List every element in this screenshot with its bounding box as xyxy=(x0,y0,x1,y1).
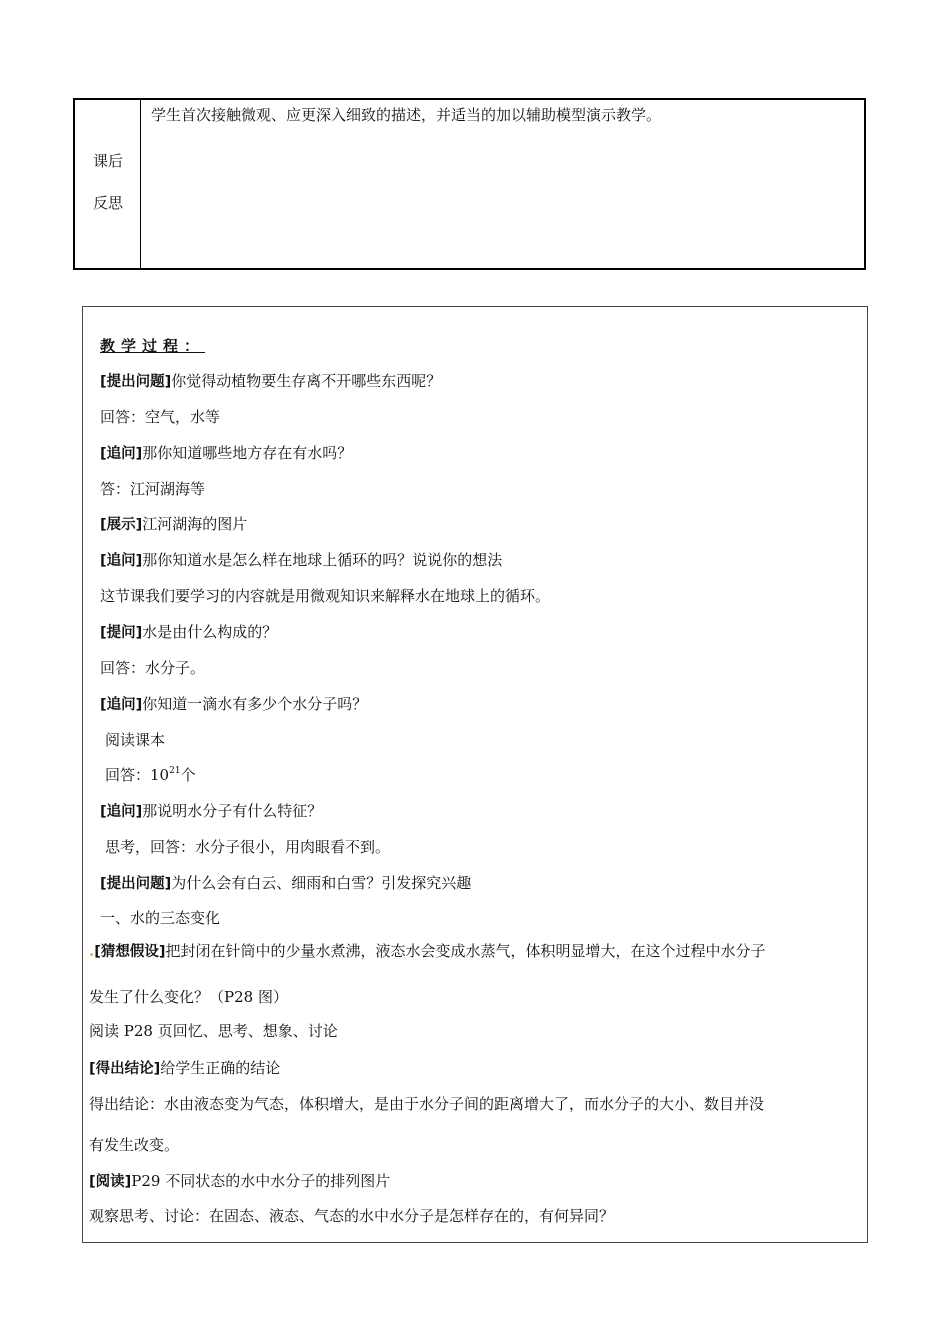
line-tag: [得出结论] xyxy=(89,1061,161,1077)
reflection-table xyxy=(73,98,866,270)
line-text: 阅读 P28 页回忆、思考、想象、讨论 xyxy=(89,1022,338,1040)
line-text: 得出结论：水由液态变为气态，体积增大，是由于水分子间的距离增大了，而水分子的大小、数目并没 xyxy=(89,1095,765,1113)
line-text: 这节课我们要学习的内容就是用微观知识来解释水在地球上的循环。 xyxy=(100,587,551,605)
process-line xyxy=(100,873,471,894)
process-line xyxy=(100,908,220,928)
line-text: 把封闭在针筒中的少量水煮沸，液态水会变成水蒸气，体积明显增大，在这个过程中水分子 xyxy=(165,942,766,960)
line-tag: [追问] xyxy=(100,553,143,569)
process-line xyxy=(100,586,550,606)
process-heading: 教学过程： xyxy=(100,337,206,355)
reflection-label-cell xyxy=(75,100,141,268)
line-text: 水是由什么构成的？ xyxy=(142,623,278,641)
line-text-after: 个 xyxy=(180,766,196,784)
line-text: 那你知道哪些地方存在有水吗？ xyxy=(142,444,353,462)
process-line xyxy=(100,443,352,464)
line-text: 给学生正确的结论 xyxy=(160,1059,281,1077)
process-line xyxy=(89,1135,179,1155)
process-line xyxy=(89,1206,614,1226)
process-line xyxy=(105,730,165,750)
line-text: 回答：10 xyxy=(105,766,170,784)
line-text: 回答：水分子。 xyxy=(100,659,206,677)
line-text: 发生了什么变化？（P28 图） xyxy=(89,988,288,1006)
process-line xyxy=(105,837,390,857)
process-line xyxy=(89,1094,764,1114)
line-tag: [提出问题] xyxy=(100,374,172,390)
bullet-mark-icon: . xyxy=(89,942,95,960)
line-text: 你觉得动植物要生存离不开哪些东西呢？ xyxy=(171,372,442,390)
process-line xyxy=(100,479,205,499)
line-tag: [猜想假设] xyxy=(94,944,166,960)
line-tag: [展示] xyxy=(100,517,143,533)
line-text: 观察思考、讨论：在固态、液态、气态的水中水分子是怎样存在的，有何异同？ xyxy=(89,1207,615,1225)
process-line xyxy=(89,941,766,962)
line-text: P29 不同状态的水中水分子的排列图片 xyxy=(131,1172,391,1190)
line-tag: [提出问题] xyxy=(100,876,172,892)
reflection-label-line2: 反思 xyxy=(92,194,123,212)
process-line xyxy=(100,658,205,678)
line-text: 回答：空气，水等 xyxy=(100,408,221,426)
process-line xyxy=(100,407,220,427)
line-text: 阅读课本 xyxy=(105,731,166,749)
line-text: 江河湖海的图片 xyxy=(142,515,248,533)
line-text: 一、水的三态变化 xyxy=(100,909,221,927)
process-line xyxy=(100,550,502,571)
line-text: 有发生改变。 xyxy=(89,1136,180,1154)
reflection-text: 学生首次接触微观、应更深入细致的描述，并适当的加以辅助模型演示教学。 xyxy=(151,106,662,124)
process-line xyxy=(89,987,288,1007)
process-line xyxy=(105,765,196,785)
process-line xyxy=(100,514,247,535)
line-tag: [追问] xyxy=(100,697,143,713)
process-line xyxy=(100,622,277,643)
line-text: 答：江河湖海等 xyxy=(100,480,206,498)
process-line xyxy=(100,801,322,822)
line-text: 你知道一滴水有多少个水分子吗？ xyxy=(142,695,368,713)
exponent: 21 xyxy=(169,766,181,776)
process-line xyxy=(89,1021,338,1041)
line-tag: [阅读] xyxy=(89,1174,132,1190)
line-text: 为什么会有白云、细雨和白雪？引发探究兴趣 xyxy=(171,874,472,892)
process-line xyxy=(89,1058,280,1079)
process-line xyxy=(100,694,367,715)
teaching-process-box xyxy=(82,306,868,1243)
line-tag: [提问] xyxy=(100,625,143,641)
line-tag: [追问] xyxy=(100,804,143,820)
line-text: 那说明水分子有什么特征？ xyxy=(142,802,323,820)
reflection-label-line1: 课后 xyxy=(92,152,123,170)
line-text: 那你知道水是怎么样在地球上循环的吗？说说你的想法 xyxy=(142,551,503,569)
process-line xyxy=(89,1171,390,1192)
process-line xyxy=(100,371,441,392)
line-tag: [追问] xyxy=(100,446,143,462)
line-text: 思考，回答：水分子很小，用肉眼看不到。 xyxy=(105,838,391,856)
